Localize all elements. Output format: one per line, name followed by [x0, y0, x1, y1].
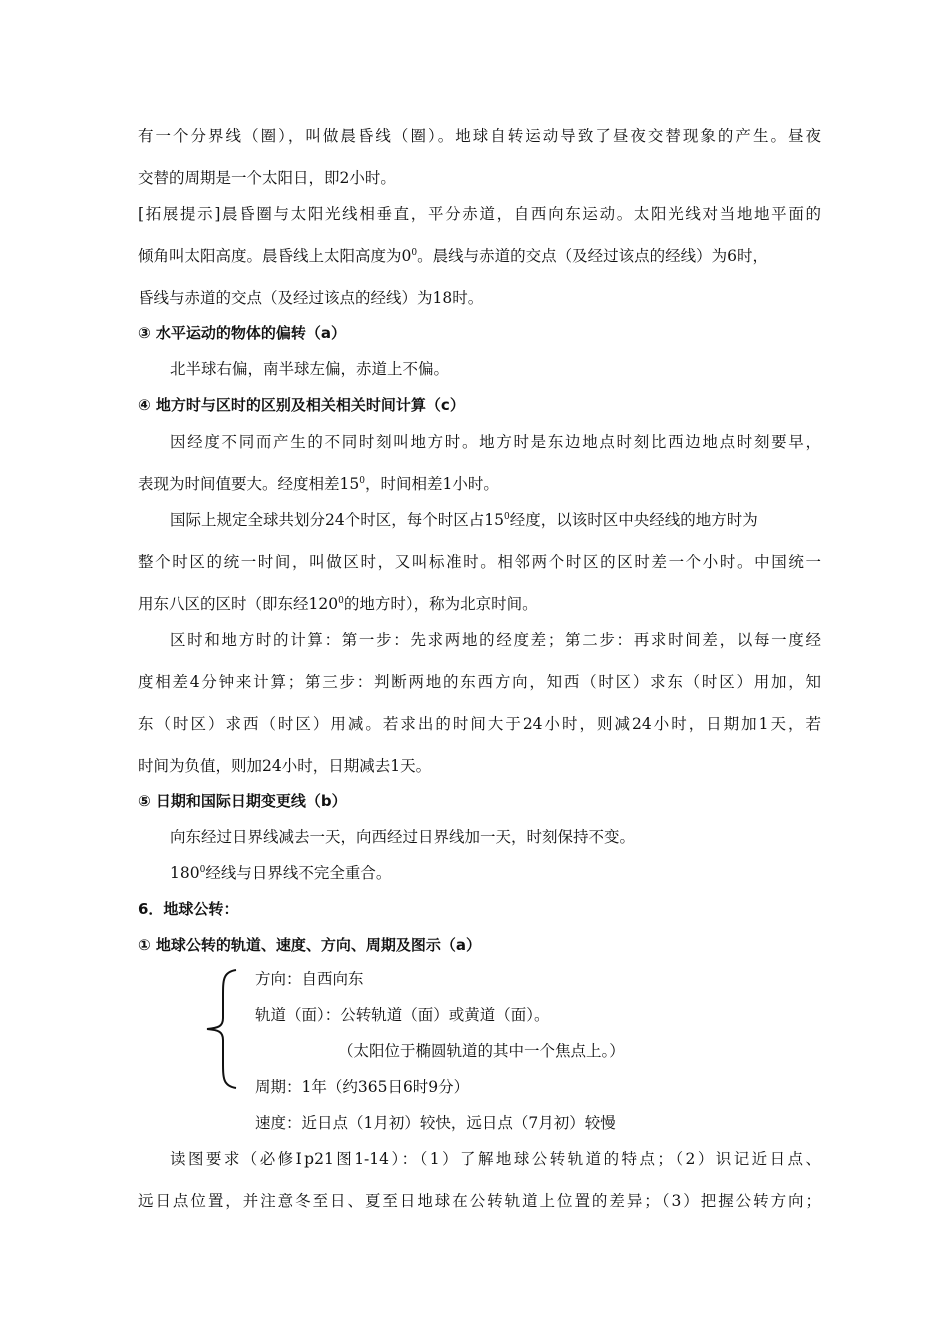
list-item-note: （太阳位于椭圆轨道的其中一个焦点上。）: [338, 1042, 625, 1060]
degree-superscript: 0: [411, 248, 418, 258]
text-run: 用东八区的区时（即东经120: [138, 595, 339, 613]
paragraph-line: [170, 863, 391, 883]
section-heading: ③ 水平运动的物体的偏转（a）: [138, 324, 347, 342]
list-item: 轨道（面）：公转轨道（面）或黄道（面）。: [255, 1006, 550, 1024]
text-run: 国际上规定全球共划分24个时区，每个时区占15: [170, 511, 504, 529]
degree-superscript: 0: [359, 476, 365, 486]
paragraph-line: 度相差4分钟来计算；第三步：判断两地的东西方向，知西（时区）求东（时区）用加，知: [138, 673, 821, 691]
paragraph-line: [138, 594, 538, 614]
paragraph-line: 东（时区）求西（时区）用减。若求出的时间大于24小时，则减24小时，日期加1天，若: [138, 715, 821, 733]
paragraph-line: 区时和地方时的计算：第一步：先求两地的经度差；第二步：再求时间差，以每一度经: [170, 631, 821, 649]
list-item: 周期：1年（约365日6时9分）: [255, 1078, 470, 1096]
text-run: 180: [170, 864, 200, 882]
paragraph-line: [138, 246, 768, 266]
text-run: 表现为时间值要大。经度相差15: [138, 475, 360, 493]
text-run: 倾角叫太阳高度。晨昏线上太阳高度为0: [138, 247, 412, 265]
paragraph-line: 整个时区的统一时间，叫做区时，又叫标准时。相邻两个时区的区时差一个小时。中国统一: [138, 553, 821, 571]
paragraph-line: 读图要求（必修Ⅰp21图1-14）：（1）了解地球公转轨道的特点；（2）识记近日点、: [170, 1150, 821, 1168]
paragraph-line: 北半球右偏，南半球左偏，赤道上不偏。: [170, 360, 450, 378]
paragraph-line: 时间为负值，则加24小时，日期减去1天。: [138, 757, 432, 775]
section-heading: ① 地球公转的轨道、速度、方向、周期及图示（a）: [138, 936, 482, 954]
paragraph-line: 昏线与赤道的交点（及经过该点的经线）为18时。: [138, 289, 484, 307]
section-heading: 6．地球公转：: [138, 900, 239, 918]
degree-superscript: 0: [503, 512, 510, 522]
degree-superscript: 0: [199, 865, 206, 875]
text-run: ，时间相差1小时。: [364, 475, 499, 493]
section-heading: ⑤ 日期和国际日期变更线（b）: [138, 792, 347, 810]
paragraph-line: 有一个分界线（圈），叫做晨昏线（圈）。地球自转运动导致了昼夜交替现象的产生。昼夜: [138, 127, 821, 145]
list-item: 方向：自西向东: [255, 970, 364, 988]
text-run: 经线与日界线不完全重合。: [205, 864, 392, 882]
text-run: 经度，以该时区中央经线的地方时为: [509, 511, 758, 529]
text-run: 。晨线与赤道的交点（及经过该点的经线）为6时，: [417, 247, 768, 265]
paragraph-line: 交替的周期是一个太阳日，即2小时。: [138, 169, 396, 187]
paragraph-line: [拓展提示]晨昏圈与太阳光线相垂直，平分赤道，自西向东运动。太阳光线对当地地平面的: [138, 205, 821, 223]
paragraph-line: 向东经过日界线减去一天，向西经过日界线加一天，时刻保持不变。: [170, 828, 636, 846]
paragraph-line: [170, 510, 758, 530]
section-heading: ④ 地方时与区时的区别及相关相关时间计算（c）: [138, 396, 465, 414]
text-run: 的地方时），称为北京时间。: [343, 595, 538, 613]
list-item: 速度：近日点（1月初）较快，远日点（7月初）较慢: [255, 1114, 616, 1132]
paragraph-line: 远日点位置，并注意冬至日、夏至日地球在公转轨道上位置的差异；（3）把握公转方向；: [138, 1192, 821, 1210]
paragraph-line: [138, 474, 499, 494]
curly-brace-icon: [203, 968, 239, 1090]
degree-superscript: 0: [338, 596, 344, 606]
paragraph-line: 因经度不同而产生的不同时刻叫地方时。地方时是东边地点时刻比西边地点时刻要早，: [170, 433, 821, 451]
